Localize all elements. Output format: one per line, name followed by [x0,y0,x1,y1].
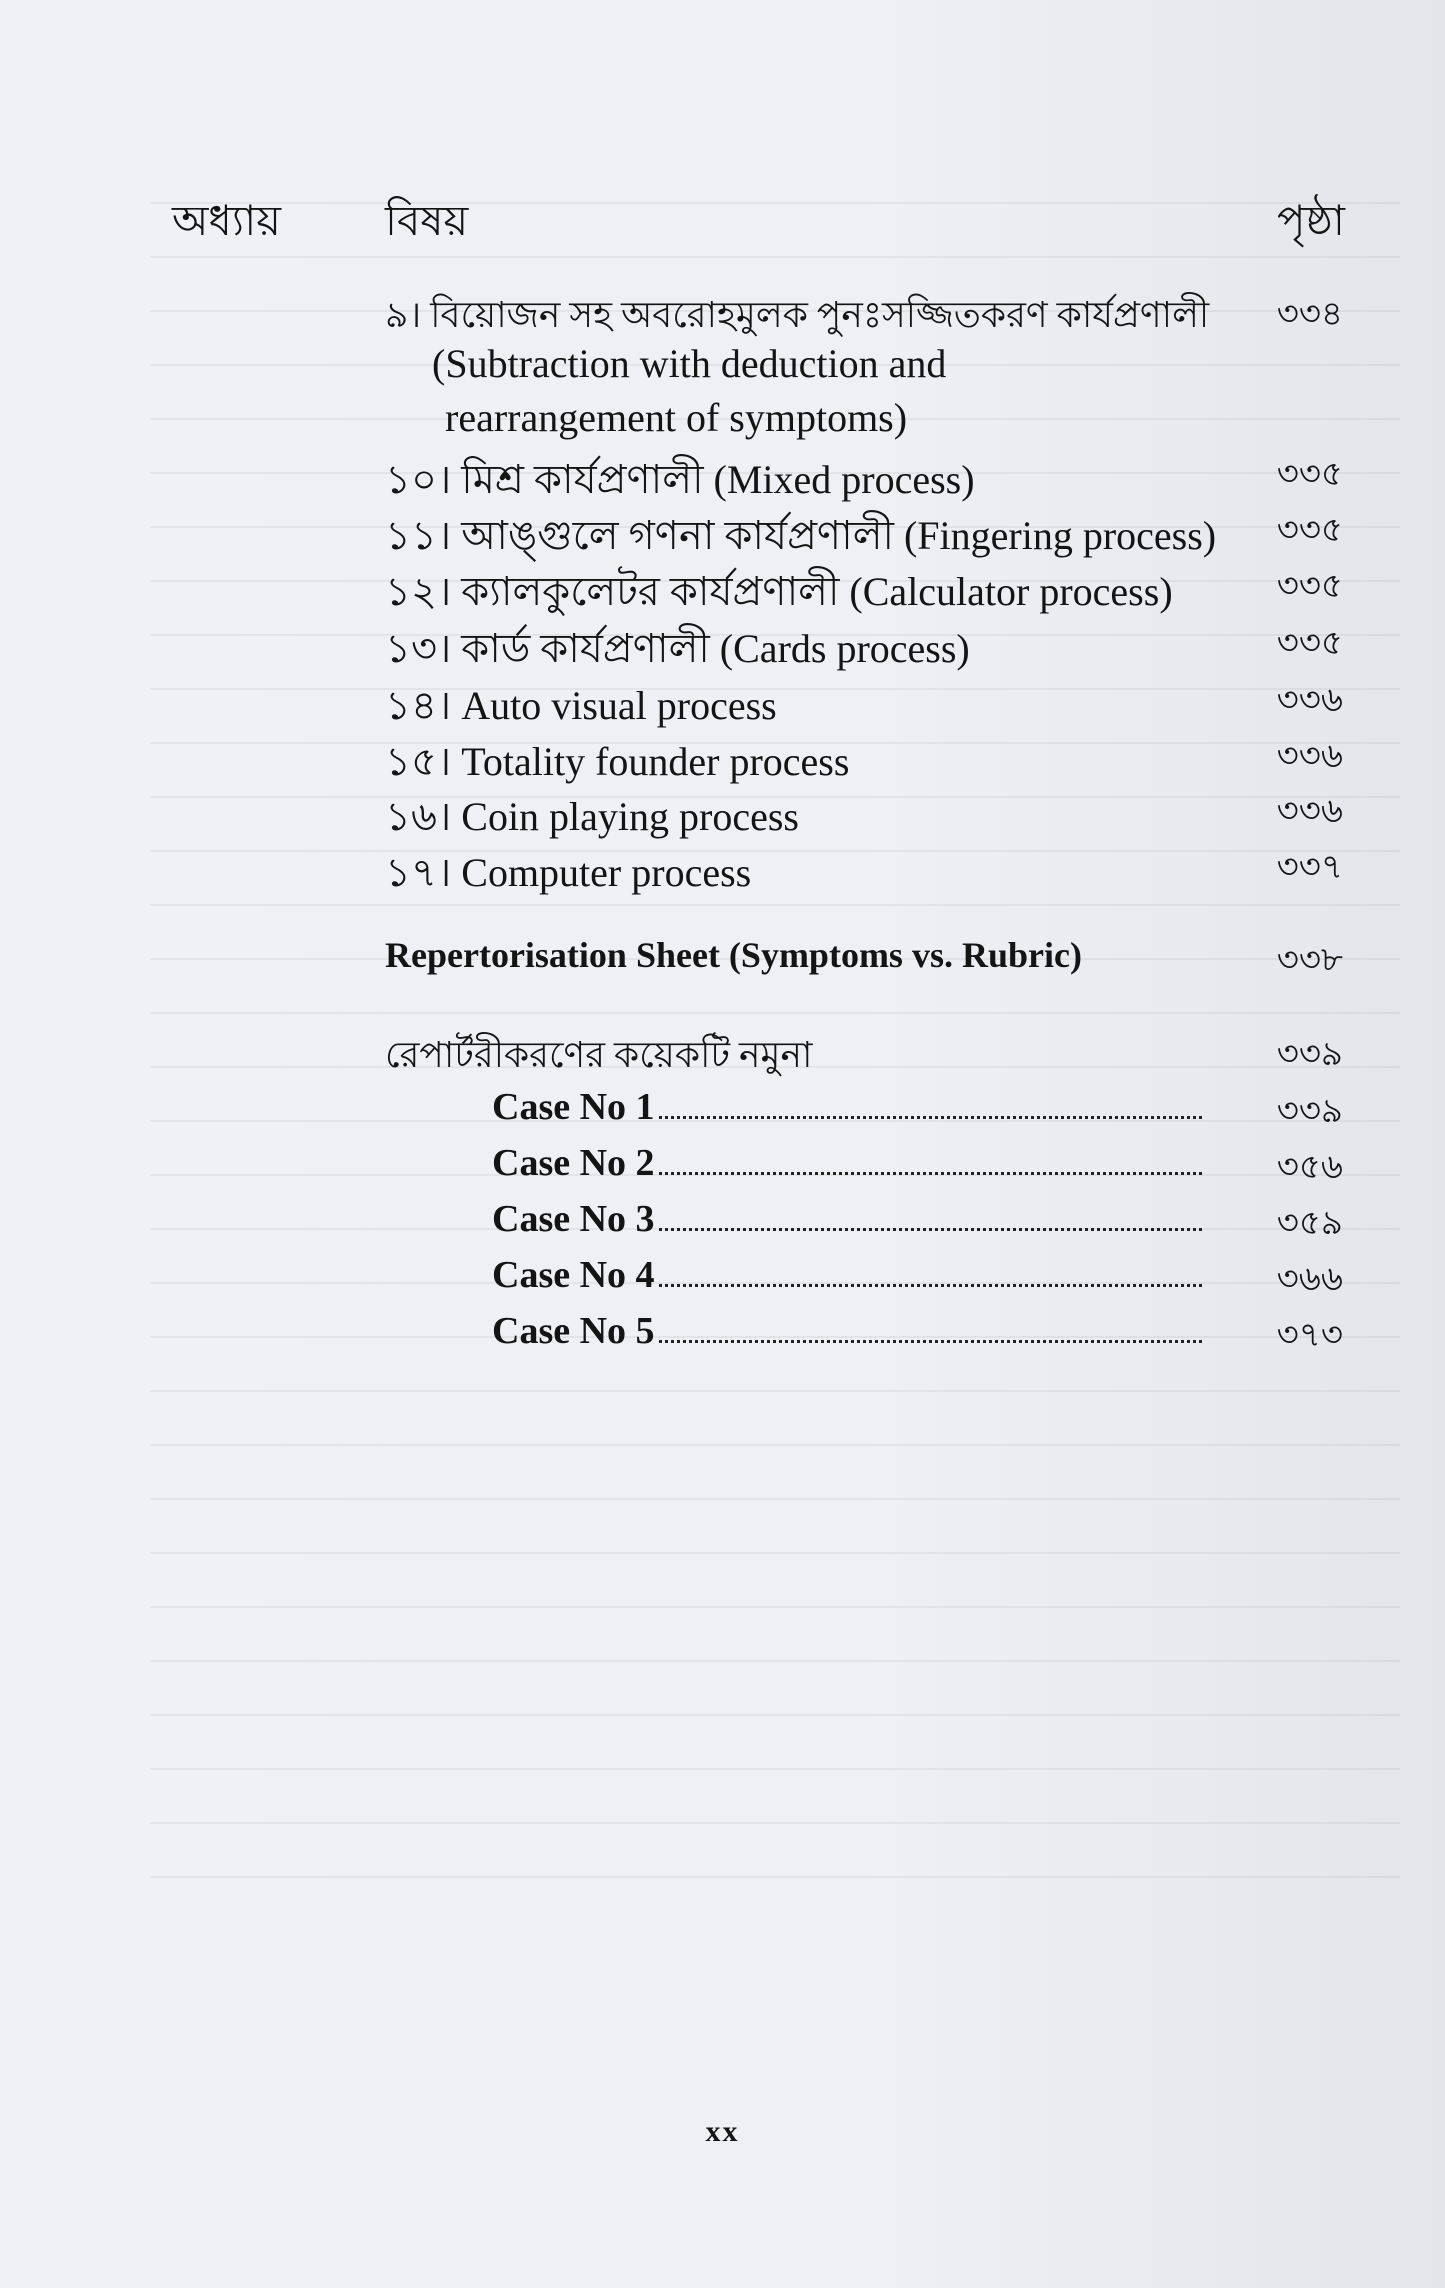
case-entry [0,1253,1445,1309]
case-label: Case No 5 [492,1310,655,1352]
toc-entry [0,560,1445,616]
case-page: ৩৬৬ [1276,1261,1343,1298]
entry-page: ৩৩৪ [1276,296,1343,333]
case-label: Case No 3 [492,1198,655,1240]
entry-label: rearrangement of symptoms) [445,395,908,440]
case-entry [0,1141,1445,1197]
entry-page: ৩৩৬ [1276,682,1343,719]
entry-page: ৩৩৫ [1276,568,1343,605]
toc-entry [0,674,1445,730]
case-label: Case No 2 [492,1142,655,1184]
case-page: ৩৭৩ [1276,1317,1343,1354]
toc-entry [0,288,1445,344]
dot-leader [659,1115,1202,1119]
case-entry [0,1085,1445,1141]
entry-label: ১৩। কার্ড কার্যপ্রণালী (Cards process) [385,626,970,671]
dot-leader [659,1283,1202,1287]
toc-entry [0,785,1445,841]
case-label: Case No 4 [492,1254,655,1296]
entry-page: ৩৩৭ [1276,849,1343,886]
toc-entry-continuation [0,394,1445,450]
entry-page: ৩৩৬ [1276,793,1343,830]
header-subject: বিষয় [385,199,469,245]
dot-leader [659,1339,1202,1343]
entry-label: ১৪। Auto visual process [385,683,777,728]
toc-entry [0,934,1445,990]
dot-leader [659,1171,1202,1175]
case-entry [0,1197,1445,1253]
entry-page: ৩৩৫ [1276,512,1343,549]
entry-label: ১৭। Computer process [385,850,752,895]
dot-leader [659,1227,1202,1231]
page-number: xx [705,2115,740,2148]
header-page: পৃষ্ঠা [1276,199,1345,245]
header-chapter: অধ্যায় [172,199,282,245]
toc-entry [0,617,1445,673]
entry-label: রেপার্টরীকরণের কয়েকটি নমুনা [385,1035,813,1075]
entry-page: ৩৩৯ [1276,1036,1343,1073]
toc-entry [0,841,1445,897]
entry-page: ৩৩৫ [1276,625,1343,662]
entry-label: ১১। আঙ্গুলে গণনা কার্যপ্রণালী (Fingering process) [385,513,1217,558]
entry-page: ৩৩৫ [1276,456,1343,493]
entry-label: ৯। বিয়োজন সহ অবরোহমুলক পুনঃসজ্জিতকরণ কার্যপ্রণালী [385,295,1210,335]
entry-label: Repertorisation Sheet (Symptoms vs. Rubric) [385,935,1082,975]
case-page: ৩৩৯ [1276,1093,1343,1130]
entry-label: ১২। ক্যালকুলেটর কার্যপ্রণালী (Calculator process) [385,569,1173,614]
entry-label: ১৫। Totality founder process [385,739,850,784]
case-page: ৩৫৯ [1276,1205,1343,1242]
case-label: Case No 1 [492,1086,655,1128]
toc-entry [0,448,1445,504]
entry-page: ৩৩৮ [1276,942,1343,979]
entry-label: ১৬। Coin playing process [385,794,800,839]
entry-page: ৩৩৬ [1276,738,1343,775]
case-page: ৩৫৬ [1276,1149,1343,1186]
toc-entry [0,730,1445,786]
entry-label: (Subtraction with deduction and [432,341,947,386]
toc-entry-continuation [0,340,1445,396]
case-entry [0,1309,1445,1365]
entry-label: ১০। মিশ্র কার্যপ্রণালী (Mixed process) [385,457,975,502]
toc-entry [0,1028,1445,1084]
toc-entry [0,504,1445,560]
